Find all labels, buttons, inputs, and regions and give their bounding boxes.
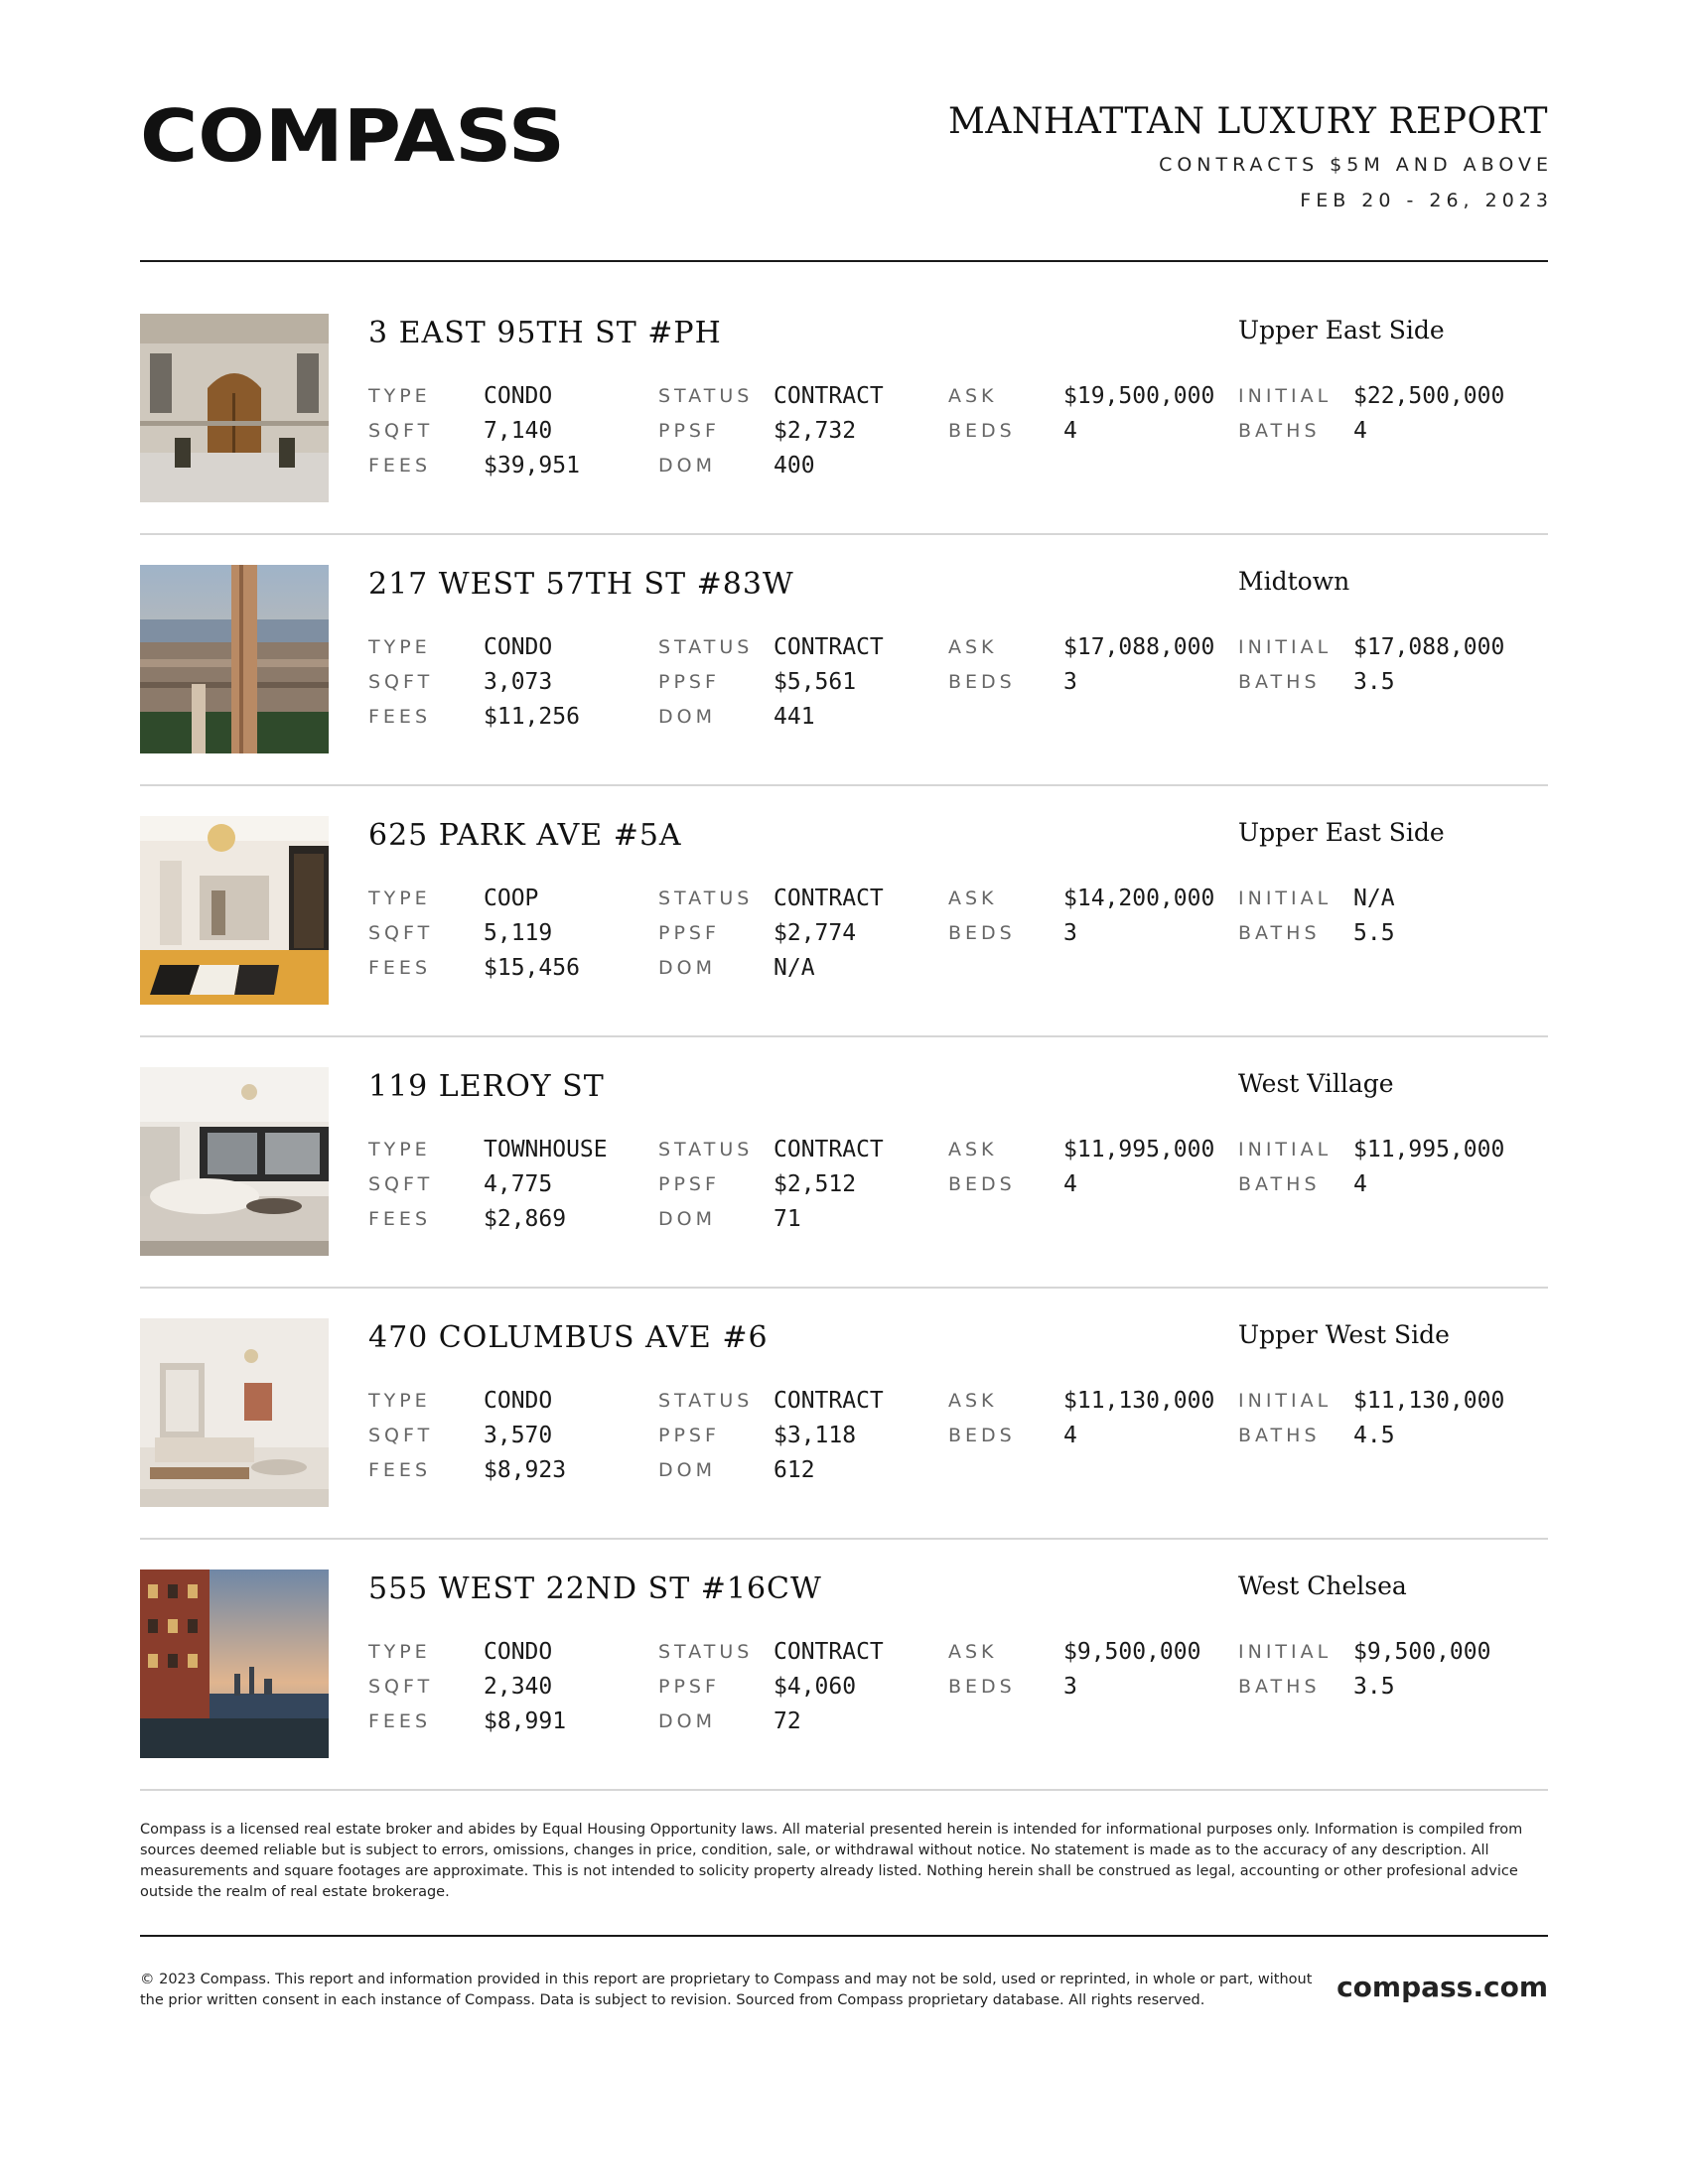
ppsf-label: PPSF: [658, 420, 720, 442]
fees-value: $15,456: [484, 955, 580, 981]
beds-value: 3: [1063, 669, 1077, 695]
beds-label: BEDS: [948, 1173, 1016, 1195]
ppsf-value: $4,060: [774, 1674, 857, 1700]
listing-neighborhood: Midtown: [1238, 567, 1350, 596]
report-dates: FEB 20 - 26, 2023: [1300, 190, 1553, 211]
dom-label: DOM: [658, 957, 716, 979]
ask-label: ASK: [948, 1641, 998, 1663]
listing-address: 625 PARK AVE #5A: [368, 818, 682, 853]
fees-value: $11,256: [484, 704, 580, 730]
listing-photo: [140, 816, 329, 1005]
copyright-text: © 2023 Compass. This report and information provided in this report are proprietary to Compass and may not be sold, used or reprinted, in whole or part, without the prior written consent in each instance of Compass. Data is subject to revision. Sourced from Compass proprietary database. All rights reserved.: [140, 1972, 1313, 2008]
ask-label: ASK: [948, 385, 998, 407]
sqft-value: 2,340: [484, 1674, 553, 1700]
listing-divider: [140, 1789, 1548, 1791]
ask-value: $11,995,000: [1063, 1137, 1215, 1162]
dom-value: 441: [774, 704, 815, 730]
dom-label: DOM: [658, 706, 716, 728]
listing-photo: [140, 1067, 329, 1256]
ppsf-label: PPSF: [658, 671, 720, 693]
initial-label: INITIAL: [1238, 1641, 1333, 1663]
fees-value: $2,869: [484, 1206, 567, 1232]
beds-value: 4: [1063, 1171, 1077, 1197]
status-value: CONTRACT: [774, 383, 884, 409]
baths-value: 4: [1353, 418, 1367, 444]
listing-divider: [140, 533, 1548, 535]
dom-label: DOM: [658, 1459, 716, 1481]
beds-value: 4: [1063, 418, 1077, 444]
initial-label: INITIAL: [1238, 1390, 1333, 1412]
initial-label: INITIAL: [1238, 636, 1333, 658]
ask-value: $11,130,000: [1063, 1388, 1215, 1414]
beds-label: BEDS: [948, 922, 1016, 944]
beds-value: 3: [1063, 1674, 1077, 1700]
sqft-value: 4,775: [484, 1171, 553, 1197]
baths-label: BATHS: [1238, 1173, 1321, 1195]
listing-neighborhood: West Chelsea: [1238, 1571, 1407, 1600]
initial-label: INITIAL: [1238, 887, 1333, 909]
status-value: CONTRACT: [774, 1137, 884, 1162]
ppsf-value: $3,118: [774, 1423, 857, 1448]
compass-logo: [140, 93, 567, 173]
sqft-value: 5,119: [484, 920, 553, 946]
listing-address: 555 WEST 22ND ST #16CW: [368, 1571, 822, 1606]
fees-label: FEES: [368, 706, 431, 728]
status-value: CONTRACT: [774, 1388, 884, 1414]
ppsf-label: PPSF: [658, 1425, 720, 1446]
initial-value: $22,500,000: [1353, 383, 1505, 409]
status-label: STATUS: [658, 1139, 754, 1160]
beds-value: 3: [1063, 920, 1077, 946]
type-label: TYPE: [368, 385, 431, 407]
listing-card: [140, 1067, 1548, 1256]
dom-label: DOM: [658, 1710, 716, 1732]
sqft-value: 3,570: [484, 1423, 553, 1448]
type-value: TOWNHOUSE: [484, 1137, 608, 1162]
baths-value: 4.5: [1353, 1423, 1395, 1448]
report-title: MANHATTAN LUXURY REPORT: [947, 101, 1548, 142]
beds-label: BEDS: [948, 671, 1016, 693]
ppsf-label: PPSF: [658, 1173, 720, 1195]
listing-divider: [140, 1538, 1548, 1540]
baths-value: 3.5: [1353, 669, 1395, 695]
fees-label: FEES: [368, 1208, 431, 1230]
baths-label: BATHS: [1238, 420, 1321, 442]
compass-logo-text: COMPASS: [140, 94, 565, 173]
listing-card: [140, 565, 1548, 753]
sqft-label: SQFT: [368, 1173, 434, 1195]
status-value: CONTRACT: [774, 886, 884, 911]
beds-label: BEDS: [948, 1425, 1016, 1446]
initial-label: INITIAL: [1238, 1139, 1333, 1160]
baths-label: BATHS: [1238, 671, 1321, 693]
initial-label: INITIAL: [1238, 385, 1333, 407]
fees-label: FEES: [368, 1459, 431, 1481]
type-label: TYPE: [368, 1139, 431, 1160]
type-value: CONDO: [484, 634, 553, 660]
listing-photo: [140, 1570, 329, 1758]
dom-label: DOM: [658, 455, 716, 477]
baths-value: 5.5: [1353, 920, 1395, 946]
type-value: COOP: [484, 886, 539, 911]
status-label: STATUS: [658, 385, 754, 407]
status-label: STATUS: [658, 1641, 754, 1663]
dom-value: N/A: [774, 955, 815, 981]
status-label: STATUS: [658, 636, 754, 658]
fees-value: $8,991: [484, 1708, 567, 1734]
status-label: STATUS: [658, 1390, 754, 1412]
listing-address: 119 LEROY ST: [368, 1069, 605, 1104]
type-label: TYPE: [368, 636, 431, 658]
listing-card: [140, 314, 1548, 502]
dom-label: DOM: [658, 1208, 716, 1230]
ask-value: $17,088,000: [1063, 634, 1215, 660]
fees-label: FEES: [368, 455, 431, 477]
ask-label: ASK: [948, 1390, 998, 1412]
ask-value: $19,500,000: [1063, 383, 1215, 409]
fees-value: $8,923: [484, 1457, 567, 1483]
listing-photo: [140, 314, 329, 502]
listing-neighborhood: Upper West Side: [1238, 1320, 1450, 1349]
sqft-label: SQFT: [368, 420, 434, 442]
listing-neighborhood: West Village: [1238, 1069, 1394, 1098]
dom-value: 72: [774, 1708, 801, 1734]
initial-value: $11,130,000: [1353, 1388, 1505, 1414]
footer-divider: [140, 1935, 1548, 1937]
type-label: TYPE: [368, 1390, 431, 1412]
listing-photo: [140, 1318, 329, 1507]
ask-label: ASK: [948, 1139, 998, 1160]
fees-label: FEES: [368, 1710, 431, 1732]
baths-value: 3.5: [1353, 1674, 1395, 1700]
listing-divider: [140, 784, 1548, 786]
type-value: CONDO: [484, 1388, 553, 1414]
sqft-value: 3,073: [484, 669, 553, 695]
baths-label: BATHS: [1238, 922, 1321, 944]
baths-label: BATHS: [1238, 1425, 1321, 1446]
ask-value: $14,200,000: [1063, 886, 1215, 911]
fees-value: $39,951: [484, 453, 580, 478]
baths-label: BATHS: [1238, 1676, 1321, 1698]
initial-value: N/A: [1353, 886, 1395, 911]
listing-address: 3 EAST 95TH ST #PH: [368, 316, 722, 350]
report-subtitle: CONTRACTS $5M AND ABOVE: [1159, 154, 1553, 176]
type-label: TYPE: [368, 1641, 431, 1663]
ppsf-value: $5,561: [774, 669, 857, 695]
baths-value: 4: [1353, 1171, 1367, 1197]
initial-value: $17,088,000: [1353, 634, 1505, 660]
initial-value: $9,500,000: [1353, 1639, 1491, 1665]
ppsf-label: PPSF: [658, 1676, 720, 1698]
listing-address: 217 WEST 57TH ST #83W: [368, 567, 794, 602]
listing-neighborhood: Upper East Side: [1238, 818, 1445, 847]
site-link[interactable]: compass.com: [1336, 1971, 1548, 2003]
ask-label: ASK: [948, 636, 998, 658]
listing-photo: [140, 565, 329, 753]
ask-value: $9,500,000: [1063, 1639, 1201, 1665]
type-value: CONDO: [484, 383, 553, 409]
sqft-value: 7,140: [484, 418, 553, 444]
dom-value: 400: [774, 453, 815, 478]
initial-value: $11,995,000: [1353, 1137, 1505, 1162]
sqft-label: SQFT: [368, 1676, 434, 1698]
ask-label: ASK: [948, 887, 998, 909]
beds-label: BEDS: [948, 1676, 1016, 1698]
beds-value: 4: [1063, 1423, 1077, 1448]
ppsf-label: PPSF: [658, 922, 720, 944]
dom-value: 612: [774, 1457, 815, 1483]
type-label: TYPE: [368, 887, 431, 909]
listing-divider: [140, 1035, 1548, 1037]
status-value: CONTRACT: [774, 634, 884, 660]
ppsf-value: $2,774: [774, 920, 857, 946]
fees-label: FEES: [368, 957, 431, 979]
status-label: STATUS: [658, 887, 754, 909]
listing-card: [140, 816, 1548, 1005]
type-value: CONDO: [484, 1639, 553, 1665]
listing-address: 470 COLUMBUS AVE #6: [368, 1320, 769, 1355]
sqft-label: SQFT: [368, 922, 434, 944]
listing-card: [140, 1570, 1548, 1758]
ppsf-value: $2,512: [774, 1171, 857, 1197]
listing-neighborhood: Upper East Side: [1238, 316, 1445, 344]
status-value: CONTRACT: [774, 1639, 884, 1665]
ppsf-value: $2,732: [774, 418, 857, 444]
dom-value: 71: [774, 1206, 801, 1232]
listing-card: [140, 1318, 1548, 1507]
header-divider: [140, 260, 1548, 262]
listing-divider: [140, 1287, 1548, 1289]
sqft-label: SQFT: [368, 1425, 434, 1446]
disclaimer-text: Compass is a licensed real estate broker and abides by Equal Housing Opportunity laws. All material presented herein is intended for informational purposes only. Information is compiled from sources deemed reliable but is subject to errors, omissions, changes in price, condition, sale, or withdrawal without notice. No statement is made as to the accuracy of any description. All measurements and square footages are approximate. This is not intended to solicity property already listed. Nothing herein shall be construed as legal, accounting or other profesional advice outside the realm of real estate brokerage.: [140, 1822, 1523, 1900]
sqft-label: SQFT: [368, 671, 434, 693]
beds-label: BEDS: [948, 420, 1016, 442]
report-header: [947, 97, 1553, 218]
